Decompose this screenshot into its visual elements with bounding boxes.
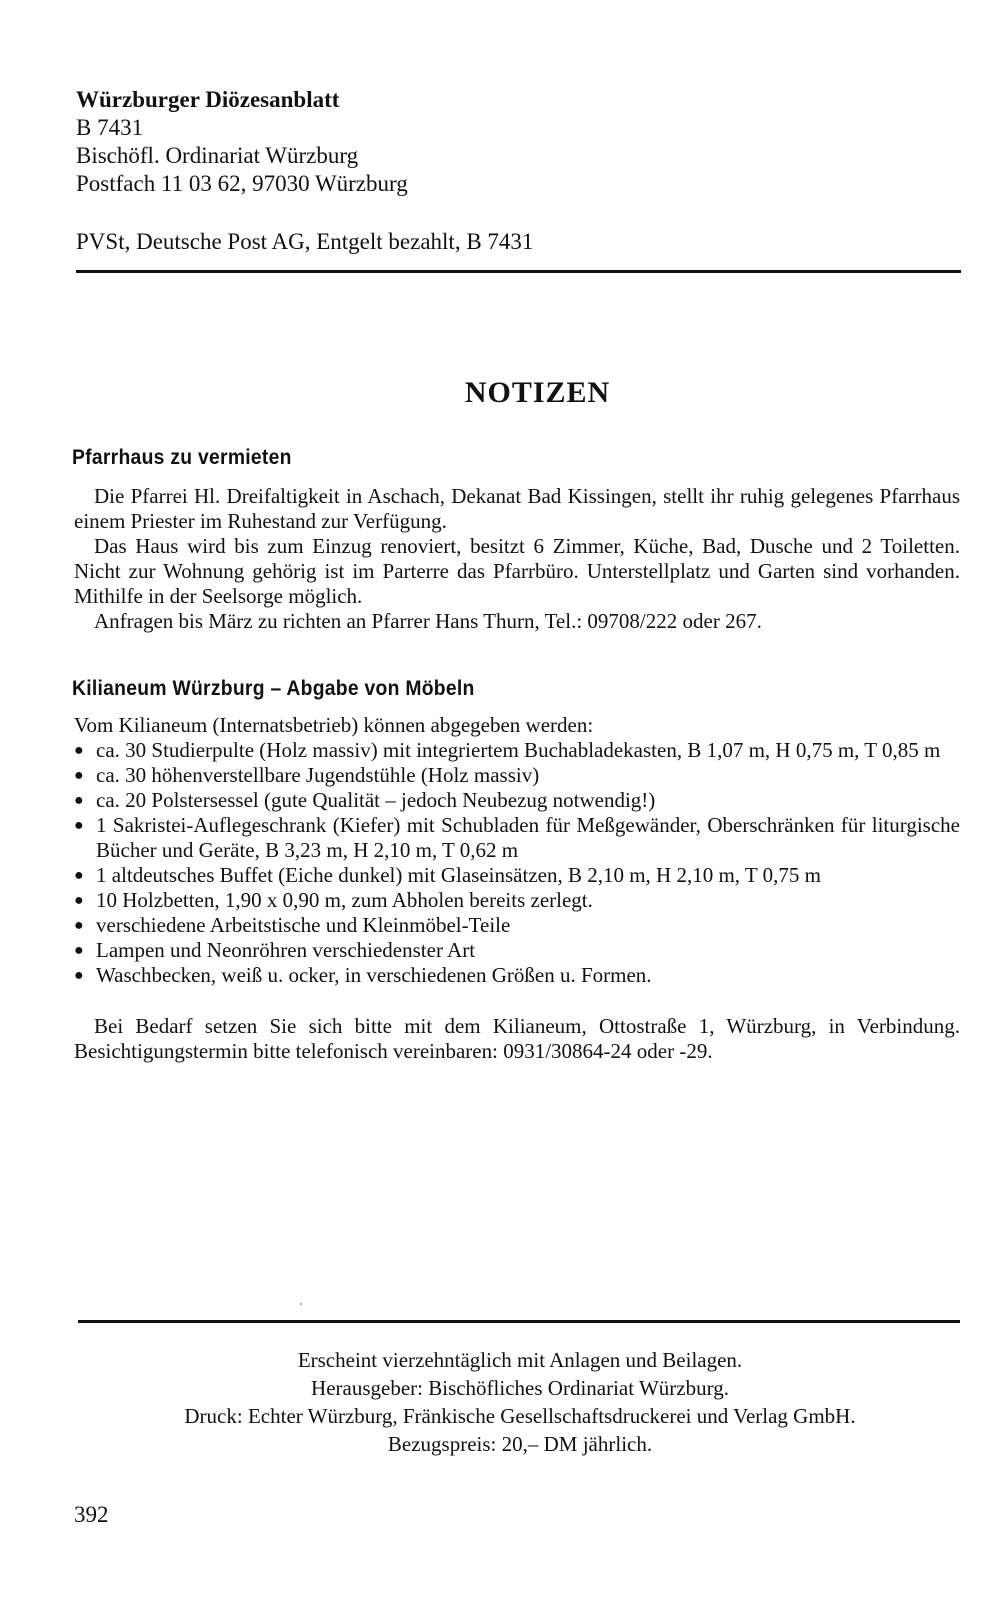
- list-item: ● ca. 30 höhenverstellbare Jugendstühle (Holz massiv): [74, 763, 540, 787]
- page-number: 392: [74, 1502, 109, 1527]
- bullet-icon: ●: [74, 867, 84, 884]
- masthead: [76, 86, 408, 198]
- header-divider: [76, 270, 961, 273]
- bullet-icon: ●: [74, 967, 84, 984]
- list-item: ● ca. 20 Polstersessel (gute Qualität – jedoch Neubezug notwendig!): [74, 788, 656, 812]
- bullet-icon: ●: [74, 817, 84, 834]
- list-item: ● 1 Sakristei-Auflegeschrank (Kiefer) mit Schubladen für Meßgewänder, Oberschränken für liturgische Bücher und Geräte, B 3,23 m, H 2,10 m, T 0,62 m: [74, 813, 960, 862]
- bullet-icon: ●: [74, 892, 84, 909]
- section-intro: Vom Kilianeum (Internatsbetrieb) können abgegeben werden:: [74, 713, 594, 737]
- page-title: NOTIZEN: [464, 376, 611, 409]
- furniture-list: [74, 738, 960, 988]
- paragraph: Anfragen bis März zu richten an Pfarrer Hans Thurn, Tel.: 09708/222 oder 267.: [94, 609, 762, 633]
- section-heading-pfarrhaus: Pfarrhaus zu vermieten: [72, 446, 292, 469]
- publication-title: Würzburger Diözesanblatt: [76, 87, 340, 112]
- publisher-address: Postfach 11 03 62, 97030 Würzburg: [76, 171, 408, 196]
- section-closing: [74, 1014, 960, 1064]
- paragraph: Das Haus wird bis zum Einzug renoviert, besitzt 6 Zimmer, Küche, Bad, Dusche und 2 Toiletten. Nicht zur Wohnung gehörig ist im Parterre das Pfarrbüro. Unterstellplatz und Garten sind vorhanden. Mithilfe in der Seelsorge möglich.: [74, 534, 960, 608]
- section-body-pfarrhaus: [74, 484, 960, 634]
- bullet-icon: ●: [74, 942, 84, 959]
- bullet-icon: ●: [74, 792, 84, 809]
- imprint-line: Bezugspreis: 20,– DM jährlich.: [387, 1432, 653, 1456]
- publication-code: B 7431: [76, 115, 144, 140]
- imprint-line: Druck: Echter Würzburg, Fränkische Gesellschaftsdruckerei und Verlag GmbH.: [184, 1404, 856, 1428]
- list-item: ● ca. 30 Studierpulte (Holz massiv) mit integriertem Buchabladekasten, B 1,07 m, H 0,75 m, T 0,85 m: [74, 738, 941, 762]
- footer-divider: [78, 1320, 960, 1323]
- list-item: ● verschiedene Arbeitstische und Kleinmöbel-Teile: [74, 913, 511, 937]
- paragraph: Die Pfarrei Hl. Dreifaltigkeit in Aschach, Dekanat Bad Kissingen, stellt ihr ruhig gelegenes Pfarrhaus einem Priester im Ruhestand zur Verfügung.: [74, 484, 960, 533]
- imprint: [80, 1346, 960, 1458]
- imprint-line: Herausgeber: Bischöfliches Ordinariat Würzburg.: [311, 1376, 729, 1400]
- list-item: ● Waschbecken, weiß u. ocker, in verschiedenen Größen u. Formen.: [74, 963, 652, 987]
- bullet-icon: ●: [74, 742, 84, 759]
- list-item: ● Lampen und Neonröhren verschiedenster Art: [74, 938, 476, 962]
- bullet-icon: ●: [74, 767, 84, 784]
- publisher-office: Bischöfl. Ordinariat Würzburg: [76, 143, 359, 168]
- imprint-line: Erscheint vierzehntäglich mit Anlagen und Beilagen.: [297, 1348, 743, 1372]
- list-item: ● 10 Holzbetten, 1,90 x 0,90 m, zum Abholen bereits zerlegt.: [74, 888, 593, 912]
- list-item: ● 1 altdeutsches Buffet (Eiche dunkel) mit Glaseinsätzen, B 2,10 m, H 2,10 m, T 0,75 m: [74, 863, 821, 887]
- section-heading-kilianeum: Kilianeum Würzburg – Abgabe von Möbeln: [72, 677, 475, 700]
- scan-speck: [300, 1303, 302, 1305]
- paragraph: Bei Bedarf setzen Sie sich bitte mit dem Kilianeum, Ottostraße 1, Würzburg, in Verbindung. Besichtigungstermin bitte telefonisch vereinbaren: 0931/30864-24 oder -29.: [74, 1014, 960, 1063]
- bullet-icon: ●: [74, 917, 84, 934]
- postal-note: PVSt, Deutsche Post AG, Entgelt bezahlt, B 7431: [76, 229, 534, 254]
